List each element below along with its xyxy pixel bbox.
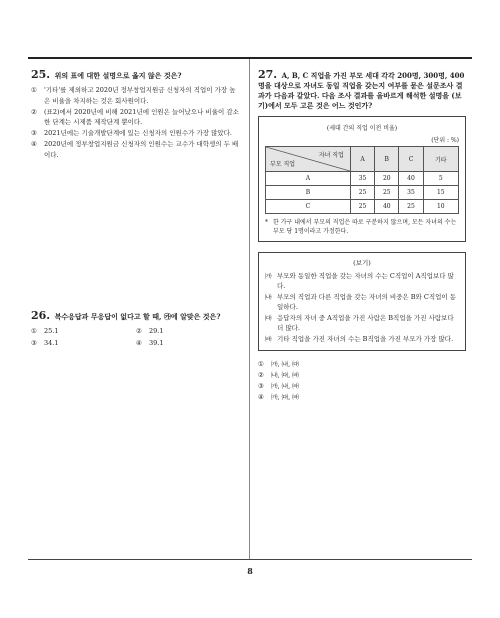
q27-option-4[interactable] [258, 392, 466, 403]
q27-option-2-text: ㈏, ㈐, ㈑ [271, 371, 299, 379]
corner-child-job-label: 자녀 직업 [318, 152, 344, 159]
question-27-number: 27. [258, 68, 278, 81]
q26-option-4-marker: ④ [136, 338, 142, 347]
q26-option-2-marker: ② [136, 327, 142, 335]
table-note-text: 한 가구 내에서 부모의 직업은 따로 구분하지 않으며, 모든 자녀의 수는 부모 당 1명이라고 가정한다. [273, 219, 457, 235]
table-cell: 35 [399, 186, 423, 200]
question-27-options [258, 359, 466, 403]
table-cell: 5 [423, 172, 458, 186]
bogi-item-text: 부모의 직업과 다른 직업을 갖는 자녀의 비중은 B와 C직업이 동일하다. [277, 292, 457, 311]
column-divider [249, 59, 250, 559]
q26-option-4-text: 39.1 [149, 338, 164, 347]
question-27-header [258, 70, 466, 111]
table-cell: 40 [399, 172, 423, 186]
bogi-item-marker: ㈑ [265, 334, 272, 343]
col-header-c: C [399, 147, 423, 172]
question-25-header [31, 70, 241, 81]
table-note-marker: * [265, 219, 268, 226]
q27-option-3-marker: ③ [258, 382, 264, 390]
table-unit: (단위 : %) [431, 137, 459, 144]
bogi-item [265, 334, 459, 345]
table-note [265, 218, 459, 236]
bogi-box [258, 252, 466, 351]
right-column [258, 70, 466, 403]
q26-option-1[interactable] [31, 326, 136, 337]
q26-option-4[interactable] [136, 338, 241, 349]
q27-option-1-text: ㈎, ㈏, ㈐ [271, 360, 299, 368]
q25-option-1[interactable] [31, 85, 241, 106]
q27-option-2-marker: ② [258, 371, 264, 379]
question-26-options [31, 326, 241, 349]
question-26-number: 26. [31, 309, 51, 322]
bogi-item [265, 292, 459, 313]
q25-option-3-text: 2021년에는 기술개발단계에 있는 신청자의 인원수가 가장 많았다. [44, 129, 232, 137]
q27-option-3[interactable] [258, 381, 466, 392]
bogi-item [265, 271, 459, 292]
table-row [266, 186, 459, 200]
table-cell: 10 [423, 200, 458, 214]
bogi-item-marker: ㈐ [265, 313, 272, 322]
q25-option-4-text: 2020년에 정부창업지원금 신청자의 인원수는 교수가 대학생의 두 배이다. [44, 140, 239, 159]
table-cell: 25 [399, 200, 423, 214]
table-row [266, 172, 459, 186]
question-25-prompt: 위의 표에 대한 설명으로 옳지 않은 것은? [54, 71, 182, 80]
bogi-item-marker: ㈎ [265, 271, 272, 280]
q25-option-1-marker: ① [31, 86, 37, 94]
q26-option-3-marker: ③ [31, 338, 37, 347]
page-number: 8 [247, 566, 253, 576]
table-row [266, 200, 459, 214]
q25-option-3-marker: ③ [31, 129, 37, 137]
question-25-number: 25. [31, 68, 51, 81]
table-cell: 25 [350, 200, 374, 214]
question-26 [31, 311, 241, 349]
q27-option-4-marker: ④ [258, 393, 264, 401]
q27-option-1[interactable] [258, 359, 466, 370]
table-cell: 25 [350, 186, 374, 200]
question-25 [31, 70, 241, 160]
q26-option-1-text: 25.1 [44, 327, 59, 335]
question-25-options [31, 85, 241, 160]
q25-option-2-text: (표2)에서 2020년에 비해 2021년에 인원은 늘어났으나 비율이 감소한 단계는 시제품 제작단계 뿐이다. [44, 107, 239, 126]
corner-parent-job-label: 부모 직업 [270, 161, 296, 168]
bogi-item-marker: ㈏ [265, 292, 272, 301]
table-cell: 15 [423, 186, 458, 200]
q27-option-4-text: ㈎, ㈐, ㈑ [271, 393, 299, 401]
table-cell: 20 [375, 172, 399, 186]
col-header-a: A [350, 147, 374, 172]
col-header-b: B [375, 147, 399, 172]
q25-option-2[interactable] [31, 107, 241, 128]
footer-rule [28, 559, 472, 560]
row-label-a: A [266, 172, 351, 186]
row-label-c: C [266, 200, 351, 214]
table-cell: 25 [375, 186, 399, 200]
table-corner-header [266, 147, 351, 172]
q27-option-3-text: ㈎, ㈏, ㈑ [271, 382, 299, 390]
table-cell: 40 [375, 200, 399, 214]
question-26-header [31, 311, 241, 322]
q25-option-3[interactable] [31, 128, 241, 139]
q25-option-2-marker: ② [31, 107, 37, 116]
bogi-item-text: 응답자의 자녀 중 A직업을 가진 사람은 B직업을 가진 사람보다 더 많다. [277, 313, 454, 332]
q27-option-2[interactable] [258, 370, 466, 381]
left-column [31, 68, 241, 347]
bogi-item-text: 부모와 동일한 직업을 갖는 자녀의 수는 C직업이 A직업보다 많다. [277, 271, 454, 290]
q26-option-1-marker: ① [31, 327, 37, 335]
question-26-prompt: 복수응답과 무응답이 없다고 할 때, ㉮에 알맞은 것은? [54, 312, 221, 321]
q26-option-3[interactable] [31, 338, 136, 349]
q26-option-2-text: 29.1 [149, 327, 164, 335]
col-header-other: 기타 [423, 147, 458, 172]
q26-option-3-text: 34.1 [44, 338, 59, 347]
q25-option-4-marker: ④ [31, 140, 37, 148]
job-transfer-table [265, 146, 459, 214]
bogi-item-text: 기타 직업을 가진 자녀의 수는 B직업을 가진 부모가 가장 많다. [277, 334, 454, 343]
header-rule [28, 57, 472, 59]
q25-option-4[interactable] [31, 139, 241, 160]
bogi-title: (보기) [353, 259, 371, 267]
table-cell: 35 [350, 172, 374, 186]
q25-option-1-text: '기타'를 제외하고 2020년 정부창업지원금 신청자의 직업이 가장 높은 비율을 차지하는 것은 회사원이다. [44, 86, 236, 105]
row-label-b: B [266, 186, 351, 200]
table-title: (세대 간의 직업 이전 비율) [326, 125, 398, 132]
job-transfer-table-box [258, 116, 466, 242]
bogi-item [265, 313, 459, 334]
q26-option-2[interactable] [136, 326, 241, 337]
question-27-prompt: A, B, C 직업을 가진 부모 세대 각각 200명, 300명, 400명을 대상으로 자녀도 동일 직업을 갖는지 여부를 묻은 설문조사 결과가 다음과 같았다. 다음 조사 결과를 올바르게 해석한 설명을 (보기)에서 모두 고른 것은 어느 것인가? [258, 71, 465, 110]
q27-option-1-marker: ① [258, 360, 264, 368]
